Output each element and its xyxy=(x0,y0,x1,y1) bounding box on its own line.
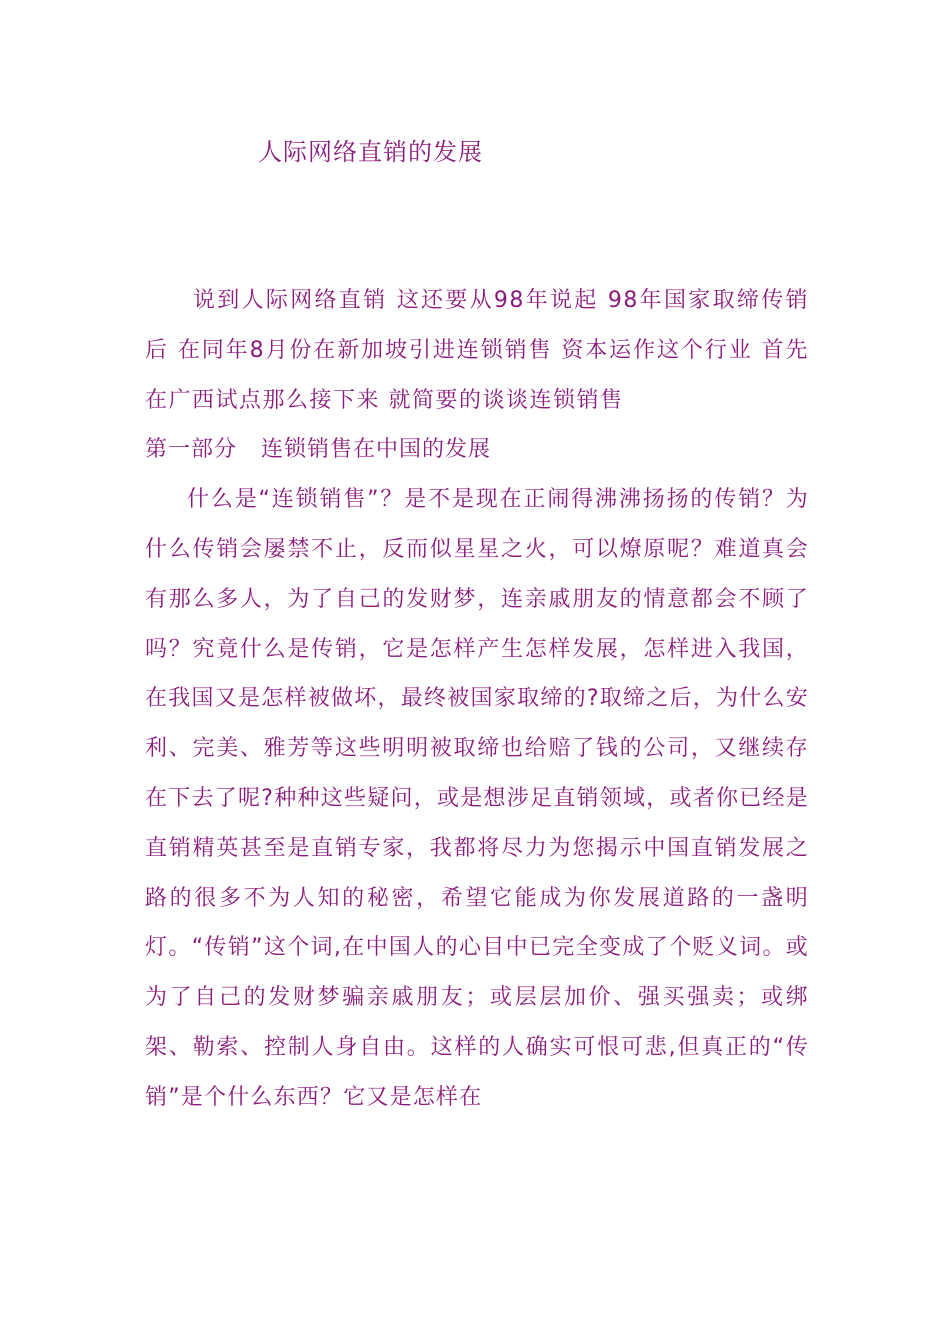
document-body xyxy=(145,276,809,1123)
document-title: 人际网络直销的发展 xyxy=(258,138,483,166)
intro-paragraph: 说到人际网络直销 这还要从98年说起 98年国家取缔传销后 在同年8月份在新加坡引进连锁销售 资本运作这个行业 首先在广西试点那么接下来 就简要的谈谈连锁销售 xyxy=(145,288,809,413)
section-heading: 第一部分 连锁销售在中国的发展 xyxy=(145,437,491,463)
section-paragraph: 什么是“连锁销售”？是不是现在正闹得沸沸扬扬的传销？为什么传销会屡禁不止，反而似星星之火，可以燎原呢？难道真会有那么多人，为了自己的发财梦，连亲戚朋友的情意都会不顾了吗？究竟什么是传销，它是怎样产生怎样发展，怎样进入我国，在我国又是怎样被做坏，最终被国家取缔的?取缔之后，为什么安利、完美、雅芳等这些明明被取缔也给赔了钱的公司，又继续存在下去了呢?种种这些疑问，或是想涉足直销领域，或者你已经是直销精英甚至是直销专家，我都将尽力为您揭示中国直销发展之路的很多不为人知的秘密，希望它能成为你发展道路的一盏明灯。“传销”这个词,在中国人的心目中已完全变成了个贬义词。或为了自己的发财梦骗亲戚朋友；或层层加价、强买强卖；或绑架、勒索、控制人身自由。这样的人确实可恨可悲,但真正的“传销”是个什么东西？它又是怎样在 xyxy=(145,487,809,1110)
